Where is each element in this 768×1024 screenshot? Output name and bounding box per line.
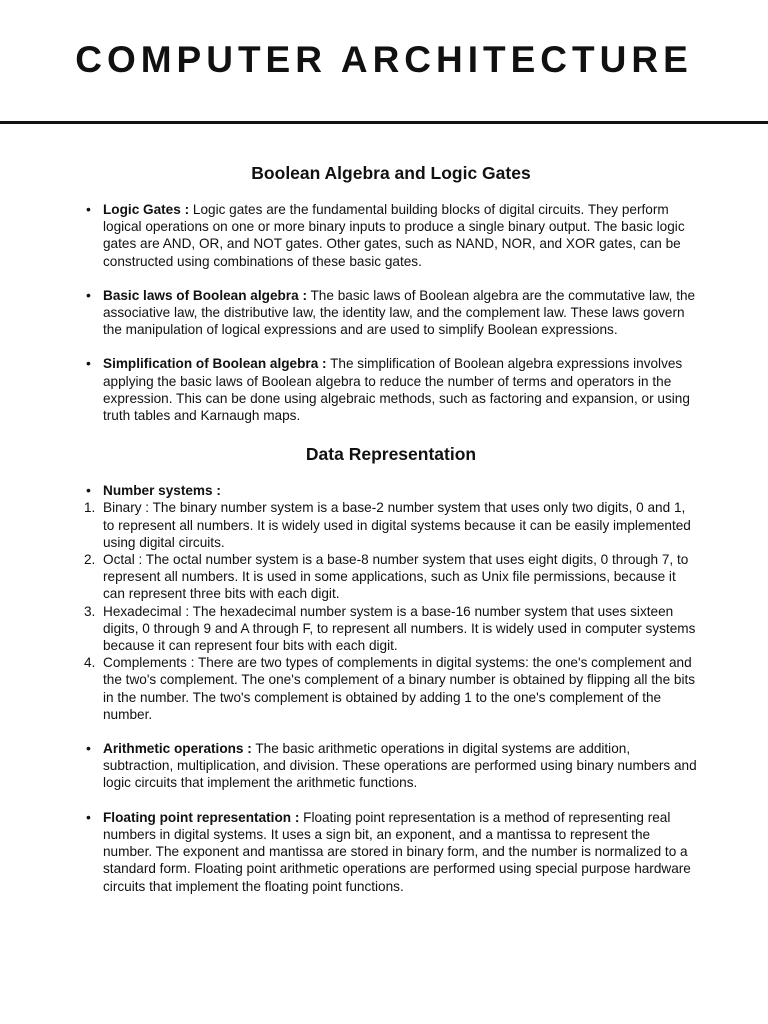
title-divider <box>0 121 768 124</box>
list-item-hexadecimal <box>85 603 697 655</box>
term-label: Number systems : <box>103 483 221 499</box>
document-body <box>85 160 697 912</box>
item-text: Hexadecimal : The hexadecimal number system is a base-16 number system that uses sixteen digits, 0 through 9 and A through F, to represent all numbers. It is widely used in computer systems because it can represent four bits with each digit. <box>103 603 696 654</box>
term-label: Logic Gates : <box>103 202 190 217</box>
term-label: Basic laws of Boolean algebra : <box>103 287 307 303</box>
number-systems-list <box>85 482 697 499</box>
term-description: The basic laws of Boolean algebra are the commutative law, the associative law, the distributive law, the identity law, and the complement law. These laws govern the manipulation of logical expressions and are used to simplify Boolean expressions. <box>103 287 696 338</box>
bullet-icon: • <box>86 808 91 825</box>
bullet-icon: • <box>86 740 91 757</box>
item-number: 3. <box>84 603 96 619</box>
item-text: Octal : The octal number system is a base-8 number system that uses eight digits, 0 through 7, to represent all numbers. It is used in some applications, such as Unix file permissions, because it can represent three bits with each digit. <box>103 552 689 602</box>
bullet-icon: • <box>86 355 91 372</box>
term-label: Floating point representation : <box>103 809 300 825</box>
number-systems-numbered-list <box>85 499 697 723</box>
item-number: 4. <box>84 655 96 671</box>
bullet-icon: • <box>86 201 91 217</box>
list-item-logic-gates <box>85 201 697 270</box>
data-representation-list <box>85 740 697 895</box>
term-description: Logic gates are the fundamental building blocks of digital circuits. They perform logical operations on one or more binary inputs to produce a single binary output. The basic logic gates are AND, OR, and NOT gates. Other gates, such as NAND, NOR, and XOR gates, can be constructed using combinations of these basic gates. <box>103 202 685 269</box>
bullet-icon: • <box>86 286 91 303</box>
list-item-arithmetic-operations <box>85 740 697 792</box>
list-item-floating-point <box>85 809 697 895</box>
page-title: COMPUTER ARCHITECTURE <box>75 39 693 80</box>
section-heading-boolean-algebra: Boolean Algebra and Logic Gates <box>251 163 531 183</box>
term-label: Arithmetic operations : <box>103 741 252 757</box>
term-description: Floating point representation is a method of representing real numbers in digital systems. It uses a sign bit, an exponent, and a mantissa to represent the number. The exponent and mantissa are stored in binary form, and the number is normalized to a standard form. Floating point arithmetic operations are performed using special purpose hardware circuits that implement the floating point functions. <box>103 809 691 894</box>
item-number: 1. <box>84 500 96 516</box>
list-item-basic-laws <box>85 287 697 339</box>
term-description: The basic arithmetic operations in digital systems are addition, subtraction, multiplication, and division. These operations are performed using binary numbers and logic circuits that implement the arithmetic functions. <box>103 741 697 791</box>
item-text: Binary : The binary number system is a base-2 number system that uses only two digits, 0 and 1, to represent all numbers. It is widely used in digital systems because it can be easily implemented using digital circuits. <box>103 500 691 550</box>
item-number: 2. <box>84 552 96 568</box>
term-label: Simplification of Boolean algebra : <box>103 356 327 372</box>
list-item-octal <box>85 551 697 603</box>
list-item-binary <box>85 499 697 551</box>
list-item-number-systems <box>85 482 697 499</box>
item-text: Complements : There are two types of complements in digital systems: the one's complement and the two's complement. The one's complement of a binary number is obtained by flipping all the bits in the number. The two's complement is obtained by adding 1 to the one's complement of the number. <box>103 655 696 722</box>
section-heading-data-representation: Data Representation <box>305 444 477 465</box>
list-item-simplification <box>85 355 697 424</box>
term-description: The simplification of Boolean algebra expressions involves applying the basic laws of Boolean algebra to reduce the number of terms and operators in the expression. This can be done using algebraic methods, such as factoring and expansion, or using truth tables and Karnaugh maps. <box>103 356 690 424</box>
bullet-icon: • <box>86 482 91 499</box>
list-item-complements <box>85 654 697 723</box>
boolean-algebra-list <box>85 201 697 424</box>
